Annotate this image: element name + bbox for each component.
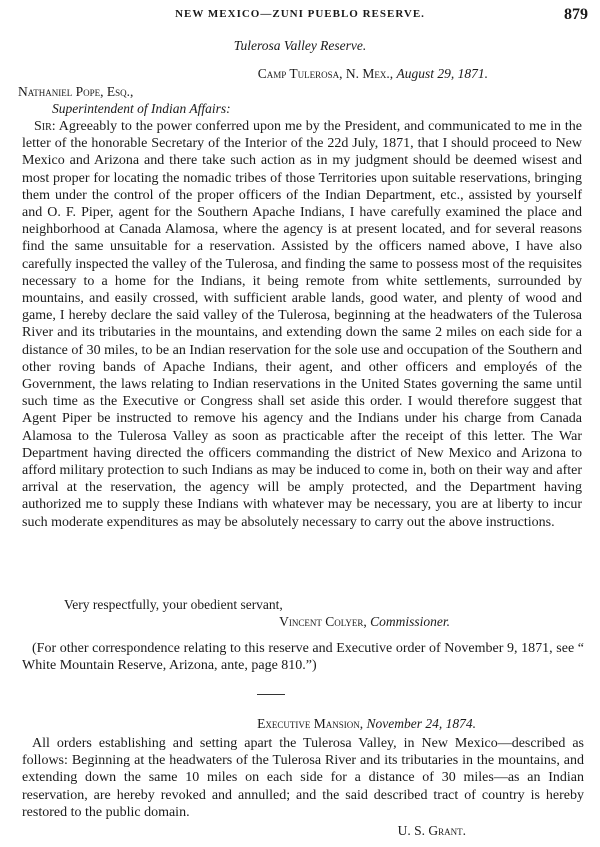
running-header — [0, 8, 600, 28]
addressee-title: Superintendent of Indian Affairs: — [52, 101, 231, 116]
letter-place-date — [258, 66, 488, 82]
editorial-note: (For other correspondence relating to this reserve and Executive order of November 9, 1871, see “ White Mountain Reserve, Arizona, ante, page 810.”) — [22, 641, 584, 674]
order-place: Executive Mansion, — [257, 716, 364, 731]
letter-date: August 29, 1871. — [396, 66, 488, 81]
section-title: Tulerosa Valley Reserve. — [233, 38, 367, 53]
running-header-title: NEW MEXICO—ZUNI PUEBLO RESERVE. — [175, 8, 425, 20]
order-date: November 24, 1874. — [366, 716, 476, 731]
letter-body — [22, 118, 582, 531]
letter-place: Camp Tulerosa, N. Mex., — [257, 66, 394, 81]
letter-closing: Very respectfully, your obedient servant, — [64, 597, 283, 612]
letter-body-text: Agreeably to the power conferred upon me by the President, and communicated to me in the letter of the honorable Secretary of the Interior of the 22d July, 1871, that I should proceed to New Mexico and Arizona and there take such action as in my judgment should be deemed wisest and most proper for locating the nomadic tribes of those Territories upon suitable reservations, bringing them under the control of the proper officers of the Indian Department, etc., assisted by yourself and O. F. Piper, agent for the Southern Apache Indians, I have carefully examined the place and neighborhood at Canada Alamosa, where the agency is at present located, and for several reasons find the same unsuitable for a reservation. Assisted by the officers named above, I have also carefully inspected the valley of the Tulerosa, and finding the same to possess most of the requisites necessary to a home for the Indians, it being remote from white settlements, surrounded by mountains, and easily crossed, with sufficient arable lands, good water, and plenty of wood and game, I hereby declare the said valley of the Tulerosa, beginning at the headwaters of the Tulerosa River and its tributaries in the mountains, and extending down the same 2 miles on each side for a distance of 30 miles, to be an Indian reservation for the sole use and occupation of the Southern and other roving bands of Apache Indians, their agent, and other officers and employés of the Government, the laws relating to Indian reservations in the United States governing the same until such time as the Executive or Congress shall set aside this order. I would therefore suggest that Agent Piper be instructed to remove his agency and the Indians under his charge from Canada Alamosa to the Tulerosa Valley as soon as practicable after the receipt of this letter. The War Department having directed the officers commanding the district of New Mexico and Arizona to afford military protection to such Indians as may be induced to come in, both on their way and after arrival at the reservation, the agency will be amply protected, and the Department having authorized me to supply these Indians with whatever may be necessary, you are at liberty to incur such moderate expenditures as may be absolutely necessary to carry out the above instructions. — [22, 119, 582, 530]
order-signature: U. S. Grant. — [397, 823, 466, 838]
page-number: 879 — [564, 6, 588, 23]
letter-signature — [279, 614, 450, 630]
salutation: Sir: — [34, 119, 56, 134]
signature-name: Vincent Colyer, — [279, 614, 367, 629]
section-divider — [257, 694, 285, 695]
order-body: All orders establishing and setting apart the Tulerosa Valley, in New Mexico—described as follows: Beginning at the headwaters of the Tulerosa River and its tributaries in the mountains, and extending down the same 10 miles on each side for a distance of 30 miles—as an Indian reservation, are hereby revoked and annulled; and the said described tract of country is hereby restored to the public domain. — [22, 736, 584, 820]
order-place-date — [257, 716, 476, 732]
addressee-name: Nathaniel Pope, Esq., — [18, 84, 134, 99]
signature-title: Commissioner. — [370, 614, 450, 629]
